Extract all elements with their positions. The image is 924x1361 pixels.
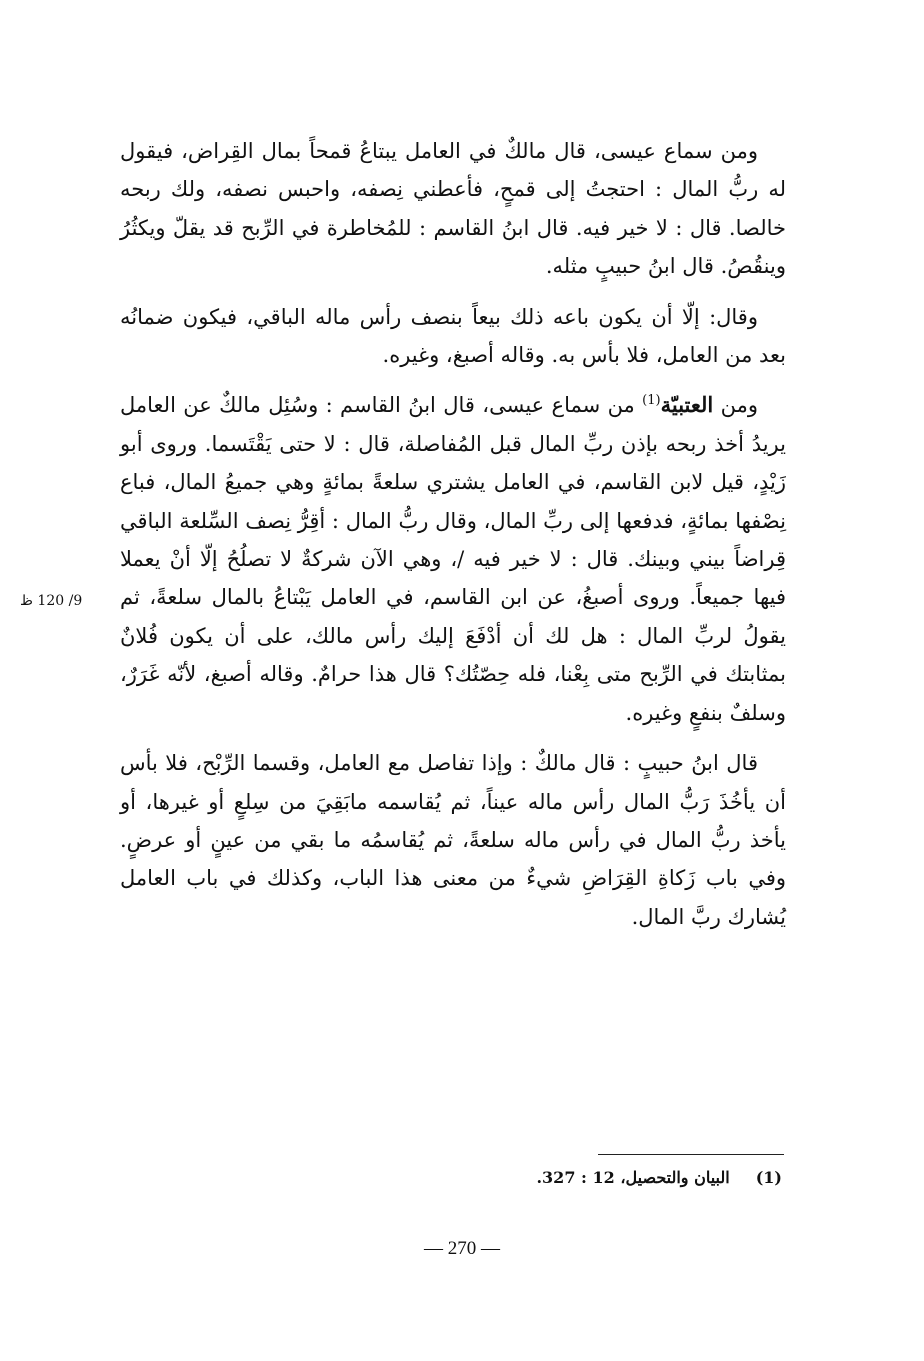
footnote-divider — [598, 1154, 784, 1155]
paragraph-text: وقال: إلّا أن يكون باعه ذلك بيعاً بنصف رأس ماله الباقي، فيكون ضمانُه بعد من العامل، فلا بأس به. وقاله أصبغ، وغيره. — [120, 304, 786, 368]
footnote-marker[interactable]: (1) — [642, 393, 661, 409]
paragraph-1 — [120, 132, 786, 286]
paragraph-text: من سماع عيسى، قال ابنُ القاسم : وسُئِل مالكٌ عن العامل يريدُ أخذ ربحه بإذن ربِّ المال قبل المُفاصلة، قال : لا حتى يَقْتَسما. وروى أبو زَيْدٍ، قيل لابن القاسم، في العامل يشتري سلعةً بمائةٍ وهي جميعُ المال، فباع نِصْفها بمائةٍ، فدفعها إلى ربِّ المال، وقال ربُّ المال : أقِرُّ نِصف السِّلعة الباقي قِراضاً بيني وبينك. قال : لا خير فيه /، وهي الآن شركةٌ لا تصلُحُ إلّا أنْ يعملا فيها جميعاً. وروى أصبغُ، عن ابن القاسم، في العامل يَبْتاعُ بالمال سلعةً، ثم يقولُ لربِّ المال : هل لك أن أدْفَعَ إليك رأس مالك، على أن يكون فُلانٌ بمثابتك في الرِّبح متى بِعْنا، فله حِصّتُك؟ قال هذا حرامٌ. وقاله أصبغ، لأنّه غَرَرٌ، وسلفٌ بنفعٍ وغيره. — [120, 393, 786, 725]
paragraph-text: ومن سماع عيسى، قال مالكٌ في العامل يبتاعُ قمحاً بمال القِراض، فيقول له ربُّ المال : احتجتُ إلى قمحٍ، فأعطني نِصفه، واحبس نصفه، ولك ربحه خالصا. قال : لا خير فيه. قال ابنُ القاسم : للمُخاطرة في الرِّبح قد يقلّ ويكثُرُ وينقُصُ. قال ابنُ حبيبٍ مثله. — [120, 139, 786, 279]
page-number: — 270 — — [424, 1238, 500, 1259]
paragraph-text: قال ابنُ حبيبٍ : قال مالكٌ : وإذا تفاصل مع العامل، وقسما الرِّبْح، فلا بأس أن يأخُذَ رَبُّ المال رأس ماله عيناً، ثم يُقاسمه مابَقِيَ من سِلعٍ أو غيرها، أو يأخذ ربُّ المال في رأس ماله سلعةً، ثم يُقاسمُه ما بقي من عينٍ أو عرضٍ. وفي باب زَكاةِ القِرَاضِ شيءٌ من معنى هذا الباب، وكذلك في باب العامل يُشارك ربَّ المال. — [120, 751, 786, 929]
footnote-text: البيان والتحصيل، 12 : 327. — [536, 1168, 730, 1187]
manuscript-folio-note: 9/ 120 ظ — [20, 593, 83, 609]
paragraph-4 — [120, 744, 786, 936]
paragraph-2 — [120, 298, 786, 375]
footnote-number: (1) — [755, 1168, 782, 1187]
paragraph-lead: ومن — [713, 393, 758, 418]
paragraph-3 — [120, 386, 786, 732]
main-text — [120, 132, 786, 936]
footnote — [420, 1166, 782, 1190]
book-title-bold: العتبيّة — [660, 392, 714, 418]
